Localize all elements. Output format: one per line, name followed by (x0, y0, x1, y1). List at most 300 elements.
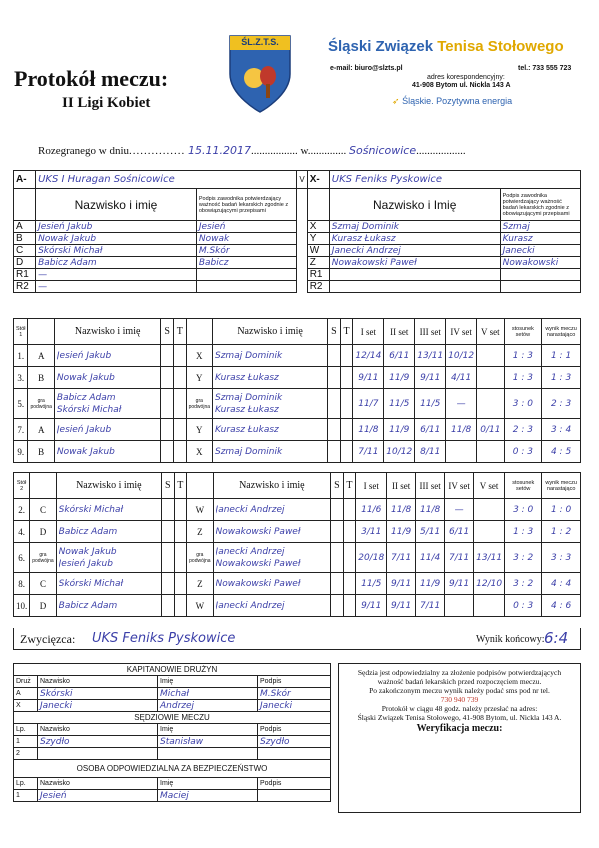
game-player-2 (213, 573, 331, 595)
team-a-player (36, 281, 197, 293)
captains-h-first: Imię (158, 676, 258, 688)
game-set-5 (477, 345, 504, 367)
team-x-letter: W (307, 245, 329, 257)
team-x-signature-text: Szmaj (502, 222, 530, 232)
game-s-1 (161, 345, 174, 367)
game-set-ratio (504, 441, 542, 463)
game-number: 5. (14, 389, 28, 419)
versus-spacer (297, 233, 307, 245)
game-set-4-text: 10/12 (448, 351, 475, 361)
game-set-2-text: 11/5 (389, 399, 410, 409)
game-player-2-name: Janecki Andrzej (215, 504, 285, 515)
game-set-5 (474, 499, 505, 521)
team-a-player-text: — (38, 282, 48, 292)
g1-h-ratio: stosunek setów (504, 319, 542, 345)
game-set-ratio-text: 1 : 3 (513, 527, 534, 537)
g2-h-nr: Stół 2 (14, 473, 30, 499)
team-x-signature-text: Nowakowski (502, 258, 559, 268)
game-set-1-text: 11/5 (361, 579, 382, 589)
game-s-2 (331, 499, 343, 521)
played-w-label: w (300, 145, 308, 157)
game-set-1-text: 3/11 (361, 527, 382, 537)
game-set-1-text: 11/7 (358, 399, 379, 409)
team-x-signature-text: Kurasz (502, 234, 533, 244)
team-x-letter: R1 (307, 269, 329, 281)
game-letter-2: X (186, 441, 212, 463)
versus-spacer (297, 257, 307, 269)
referees-signature (258, 748, 331, 760)
game-set-3 (416, 573, 445, 595)
game-set-4-text: 9/11 (449, 579, 470, 589)
game-cumulative-result-text: 2 : 3 (550, 399, 572, 409)
g1-h-set4: IV set (446, 319, 477, 345)
captains-first-text: Michał (160, 689, 190, 699)
game-set-ratio (504, 345, 542, 367)
referees-first (158, 736, 258, 748)
game-t-2 (343, 543, 356, 573)
game-player-1-name: Babicz Adam (56, 392, 116, 403)
game-set-3 (415, 441, 446, 463)
game-cumulative-result-text: 1 : 2 (551, 527, 572, 537)
game-set-ratio-text: 1 : 3 (512, 351, 533, 361)
game-s-2 (328, 441, 341, 463)
team-a-letter: A (14, 221, 36, 233)
played-label: Rozegranego w dniu (38, 145, 130, 157)
game-player-1-name: Nowak Jakub (58, 546, 117, 557)
game-t-1 (173, 367, 186, 389)
game-set-1 (356, 595, 387, 617)
game-letter-1: gra podwójna (30, 543, 56, 573)
team-a-signature (196, 257, 296, 269)
game-letter-2: W (187, 595, 213, 617)
g1-h-name2: Nazwisko i imię (213, 319, 328, 345)
game-s-2 (331, 521, 343, 543)
game-s-2 (331, 543, 343, 573)
game-set-3-text: 11/9 (420, 579, 441, 589)
game-player-2 (213, 441, 328, 463)
game-player-2-name: Janecki Andrzej (215, 546, 285, 557)
game-number: 8. (14, 573, 30, 595)
game-set-3 (416, 543, 445, 573)
game-s-1 (162, 543, 174, 573)
game-letter-2: Z (187, 521, 213, 543)
safety-title: OSOBA ODPOWIEDZIALNA ZA BEZPIECZEŃSTWO (14, 760, 331, 778)
game-cumulative-result (542, 521, 581, 543)
game-set-1-text: 9/11 (361, 601, 382, 611)
game-set-5 (474, 573, 505, 595)
game-number: 1. (14, 345, 28, 367)
game-letter-1: C (30, 499, 56, 521)
game-set-5 (474, 521, 505, 543)
team-a-name: UKS I Huragan Sośnicowice (36, 171, 297, 189)
referees-h-first: Imię (158, 724, 258, 736)
game-player-1-name: Nowak Jakub (56, 372, 115, 383)
game-cumulative-result-text: 4 : 5 (550, 447, 572, 457)
safety-lp: 1 (14, 790, 38, 802)
team-x-letter: Y (307, 233, 329, 245)
team-x-player (329, 233, 500, 245)
game-set-2 (387, 543, 416, 573)
game-player-1 (56, 543, 161, 573)
team-a-signature-text: M.Skór (198, 246, 230, 256)
game-letter-2: gra podwójna (187, 543, 213, 573)
game-set-1-text: 7/11 (358, 447, 379, 457)
team-x-signature (500, 221, 580, 233)
game-player-1 (54, 367, 161, 389)
team-x-signature (500, 281, 580, 293)
org-address: 41-908 Bytom ul. Nickla 143 A (412, 82, 511, 89)
game-t-2 (340, 345, 353, 367)
captains-h-surname: Nazwisko (38, 676, 158, 688)
game-set-ratio (504, 389, 542, 419)
g1-h-set2: II set (384, 319, 415, 345)
game-set-ratio-text: 1 : 3 (512, 373, 533, 383)
game-letter-2: gra podwójna (186, 389, 212, 419)
safety-row (14, 790, 331, 802)
winner-label: Zwycięzca: (20, 632, 76, 646)
game-row (14, 345, 581, 367)
game-s-1 (161, 441, 174, 463)
g1-h-name1: Nazwisko i imię (54, 319, 161, 345)
game-set-ratio (505, 543, 542, 573)
team-x-letter: R2 (307, 281, 329, 293)
game-player-1-name: Jesień Jakub (56, 424, 112, 435)
game-player-2 (213, 543, 331, 573)
game-number: 4. (14, 521, 30, 543)
captains-h-team: Druż (14, 676, 38, 688)
game-s-1 (161, 367, 174, 389)
game-t-1 (173, 419, 186, 441)
game-set-3 (415, 419, 446, 441)
game-set-1-text: 12/14 (355, 351, 382, 361)
captains-surname (38, 700, 158, 712)
game-set-1 (356, 543, 387, 573)
captains-first (158, 688, 258, 700)
game-t-1 (174, 521, 187, 543)
safety-first-text: Maciej (160, 791, 189, 801)
game-player-1 (56, 595, 161, 617)
team-a-letter: D (14, 257, 36, 269)
game-player-1-name: Skórski Michał (58, 578, 124, 589)
game-set-1 (356, 521, 387, 543)
game-letter-1: gra podwójna (28, 389, 54, 419)
game-player-1 (56, 499, 161, 521)
game-cumulative-result (542, 573, 581, 595)
game-player-2-name: Nowakowski Paweł (215, 578, 301, 589)
game-player-2-name: Kurasz Łukasz (215, 404, 279, 415)
team-a-signature (196, 221, 296, 233)
g2-h-ratio: stosunek setów (505, 473, 542, 499)
referees-h-sig: Podpis (258, 724, 331, 736)
game-set-4 (445, 573, 474, 595)
captains-team: X (14, 700, 38, 712)
game-t-1 (174, 543, 187, 573)
game-set-4-text: — (456, 399, 466, 409)
g2-h-set3: III set (416, 473, 445, 499)
team-a-signature (196, 233, 296, 245)
g1-h-t1: T (173, 319, 186, 345)
game-set-ratio-text: 3 : 2 (513, 579, 534, 589)
game-set-1 (353, 345, 384, 367)
team-a-signature-text: Jesień (198, 222, 226, 232)
game-letter-1: D (30, 595, 56, 617)
g2-h-s2: S (331, 473, 343, 499)
game-s-2 (328, 345, 341, 367)
game-set-1-text: 11/6 (361, 505, 382, 515)
notice-line3: Protokół w ciągu 48 godz. należy przesłać na adres: (381, 704, 538, 713)
page-subtitle: II Ligi Kobiet (62, 95, 151, 111)
game-player-2 (213, 521, 331, 543)
versus-spacer (297, 269, 307, 281)
game-t-2 (340, 419, 353, 441)
g2-h-set2: II set (387, 473, 416, 499)
versus-spacer (297, 221, 307, 233)
versus-spacer (297, 245, 307, 257)
team-row (14, 233, 581, 245)
game-set-ratio (505, 595, 542, 617)
game-set-4 (445, 521, 474, 543)
team-a-player (36, 245, 197, 257)
game-player-2-name: Kurasz Łukasz (215, 424, 279, 435)
game-number: 2. (14, 499, 30, 521)
team-x-player-text: Nowakowski Paweł (331, 258, 417, 268)
game-set-2 (384, 367, 415, 389)
g1-h-result: wynik meczu narastająco (542, 319, 581, 345)
logo-shield (228, 34, 292, 114)
team-a-signature (196, 281, 296, 293)
game-s-2 (331, 595, 343, 617)
team-x-signature (500, 269, 580, 281)
game-row (14, 389, 581, 419)
team-x-player (329, 281, 500, 293)
game-set-4 (446, 367, 477, 389)
played-line: Rozegranego w dniu............... 15.11.2017................. w.............. Sośnicowice.................. (38, 144, 466, 157)
g2-h-set4: IV set (445, 473, 474, 499)
g1-h-set1: I set (353, 319, 384, 345)
team-a-player-text: Babicz Adam (38, 258, 97, 268)
game-s-2 (328, 419, 341, 441)
team-x-col-sig: Podpis zawodnika potwierdzający ważność badań lekarskich zgodnie z obowiązującymi przepisami (500, 189, 580, 221)
game-set-3-text: 13/11 (417, 351, 444, 361)
team-x-signature-text: Janecki (502, 246, 535, 256)
game-set-1 (353, 367, 384, 389)
referees-row (14, 736, 331, 748)
game-set-3 (416, 521, 445, 543)
game-letter-1: A (28, 345, 54, 367)
org-name (328, 38, 564, 55)
game-set-ratio (504, 367, 542, 389)
referees-row (14, 748, 331, 760)
team-a-col-sig: Podpis zawodnika potwierdzający ważność badań lekarskich zgodnie z obowiązującymi przepisami (196, 189, 296, 221)
notice-verify: Weryfikacja meczu: (416, 723, 503, 734)
game-cumulative-result (542, 441, 581, 463)
game-set-3-text: 9/11 (420, 373, 441, 383)
game-player-2 (213, 345, 328, 367)
games-table-2 (13, 472, 581, 617)
g1-h-set5: V set (477, 319, 504, 345)
team-x-player (329, 269, 500, 281)
game-set-ratio-text: 3 : 2 (513, 553, 534, 563)
versus-label: V (297, 171, 307, 189)
sponsor-logo (392, 96, 512, 107)
game-row (14, 419, 581, 441)
safety-surname-text: Jesień (40, 791, 67, 801)
team-x-letter: Z (307, 257, 329, 269)
game-set-3 (416, 595, 445, 617)
game-set-2-text: 6/11 (389, 351, 410, 361)
played-date: 15.11.2017 (188, 144, 252, 157)
captains-signature-text: Janecki (260, 701, 293, 711)
g1-h-s2: S (328, 319, 341, 345)
game-player-2 (213, 595, 331, 617)
game-set-1 (353, 419, 384, 441)
game-set-4-text: 7/11 (449, 553, 470, 563)
game-set-3 (415, 367, 446, 389)
game-set-2-text: 9/11 (391, 579, 412, 589)
game-player-2-name: Szmaj Dominik (215, 446, 283, 457)
notice-phone: 730 940 739 (440, 695, 479, 704)
captains-h-sig: Podpis (258, 676, 331, 688)
game-letter-2: Y (186, 419, 212, 441)
game-set-1-text: 9/11 (358, 373, 379, 383)
game-player-1-name: Jesień Jakub (58, 558, 113, 569)
team-x-letter: X (307, 221, 329, 233)
safety-h-surname: Nazwisko (38, 778, 158, 790)
game-t-2 (340, 441, 353, 463)
teams-table (13, 170, 581, 293)
game-letter-2: W (187, 499, 213, 521)
game-set-4 (445, 499, 474, 521)
winner-row (13, 628, 581, 650)
team-x-signature (500, 245, 580, 257)
team-a-letter: R2 (14, 281, 36, 293)
team-x-player-text: Kurasz Łukasz (331, 234, 396, 244)
game-set-1-text: 20/18 (358, 553, 385, 563)
g1-h-set3: III set (415, 319, 446, 345)
game-set-5-text: 0/11 (480, 425, 501, 435)
referees-lp: 1 (14, 736, 38, 748)
game-set-4 (446, 345, 477, 367)
game-set-ratio (505, 499, 542, 521)
game-set-4-text: 4/11 (451, 373, 472, 383)
game-set-1 (353, 441, 384, 463)
game-t-2 (340, 367, 353, 389)
page-title: Protokół meczu: (14, 66, 169, 91)
game-player-2 (213, 367, 328, 389)
team-x-col-name: Nazwisko i Imię (329, 189, 500, 221)
game-set-4 (446, 389, 477, 419)
game-set-2 (387, 573, 416, 595)
org-name-1: Śląski Związek (328, 38, 434, 55)
g1-h-t2: T (340, 319, 353, 345)
safety-h-first: Imię (158, 778, 258, 790)
captains-team: A (14, 688, 38, 700)
team-a-player (36, 221, 197, 233)
game-cumulative-result-text: 4 : 4 (551, 579, 572, 589)
game-letter-1: A (28, 419, 54, 441)
game-cumulative-result (542, 595, 581, 617)
team-row (14, 269, 581, 281)
game-row (14, 499, 581, 521)
notice-line2: Po zakończonym meczu wynik należy podać sms pod nr tel. (369, 686, 550, 695)
team-x-player (329, 245, 500, 257)
notice-line4: Śląski Związek Tenisa Stołowego, 41-908 Bytom, ul. Nickla 143 A. (357, 713, 562, 722)
g2-h-set5: V set (474, 473, 505, 499)
game-row (14, 573, 581, 595)
game-set-4-text: 11/8 (451, 425, 472, 435)
captains-surname-text: Janecki (40, 701, 73, 711)
game-cumulative-result-text: 1 : 1 (550, 351, 572, 361)
game-row (14, 367, 581, 389)
game-set-3-text: 11/5 (420, 399, 441, 409)
winner-value: UKS Feniks Pyskowice (92, 631, 236, 646)
game-set-2 (384, 419, 415, 441)
team-a-player (36, 233, 197, 245)
game-set-2-text: 11/9 (389, 425, 410, 435)
game-set-5 (477, 389, 504, 419)
safety-first (158, 790, 258, 802)
game-player-1 (54, 441, 161, 463)
game-set-2 (387, 595, 416, 617)
game-set-3-text: 6/11 (420, 425, 441, 435)
game-set-2-text: 11/9 (391, 527, 412, 537)
g2-h-name1: Nazwisko i imię (56, 473, 161, 499)
game-row (14, 521, 581, 543)
game-set-5 (477, 441, 504, 463)
referees-surname (38, 748, 158, 760)
game-s-2 (328, 367, 341, 389)
game-set-3 (415, 389, 446, 419)
game-player-1-name: Babicz Adam (58, 526, 118, 537)
team-x-name: UKS Feniks Pyskowice (329, 171, 580, 189)
game-set-3 (415, 345, 446, 367)
game-set-3-text: 11/8 (420, 505, 441, 515)
captains-title: KAPITANOWIE DRUŻYN (14, 664, 331, 676)
game-t-1 (173, 345, 186, 367)
game-cumulative-result (542, 367, 581, 389)
game-t-2 (343, 499, 356, 521)
game-set-2-text: 9/11 (391, 601, 412, 611)
game-set-2-text: 11/9 (389, 373, 410, 383)
game-set-3-text: 8/11 (420, 447, 441, 457)
referees-surname (38, 736, 158, 748)
team-a-signature (196, 269, 296, 281)
team-row (14, 245, 581, 257)
game-t-1 (174, 573, 187, 595)
game-player-1 (54, 419, 161, 441)
team-a-label: A- (14, 171, 36, 189)
game-letter-2: Z (187, 573, 213, 595)
captains-row (14, 688, 331, 700)
game-s-1 (162, 573, 174, 595)
game-set-4 (446, 419, 477, 441)
g2-h-result: wynik meczu narastająco (542, 473, 581, 499)
game-set-3-text: 5/11 (420, 527, 441, 537)
versus-spacer (297, 281, 307, 293)
game-t-1 (174, 499, 187, 521)
game-player-2 (213, 389, 328, 419)
game-cumulative-result-text: 1 : 0 (551, 505, 572, 515)
game-set-2-text: 11/8 (391, 505, 412, 515)
team-x-label: X- (307, 171, 329, 189)
game-t-2 (343, 573, 356, 595)
game-number: 9. (14, 441, 28, 463)
final-label: Wynik końcowy: (476, 634, 545, 645)
captains-first (158, 700, 258, 712)
g2-h-t1: T (174, 473, 187, 499)
team-a-player-text: Nowak Jakub (38, 234, 97, 244)
game-set-ratio-text: 3 : 0 (513, 505, 534, 515)
